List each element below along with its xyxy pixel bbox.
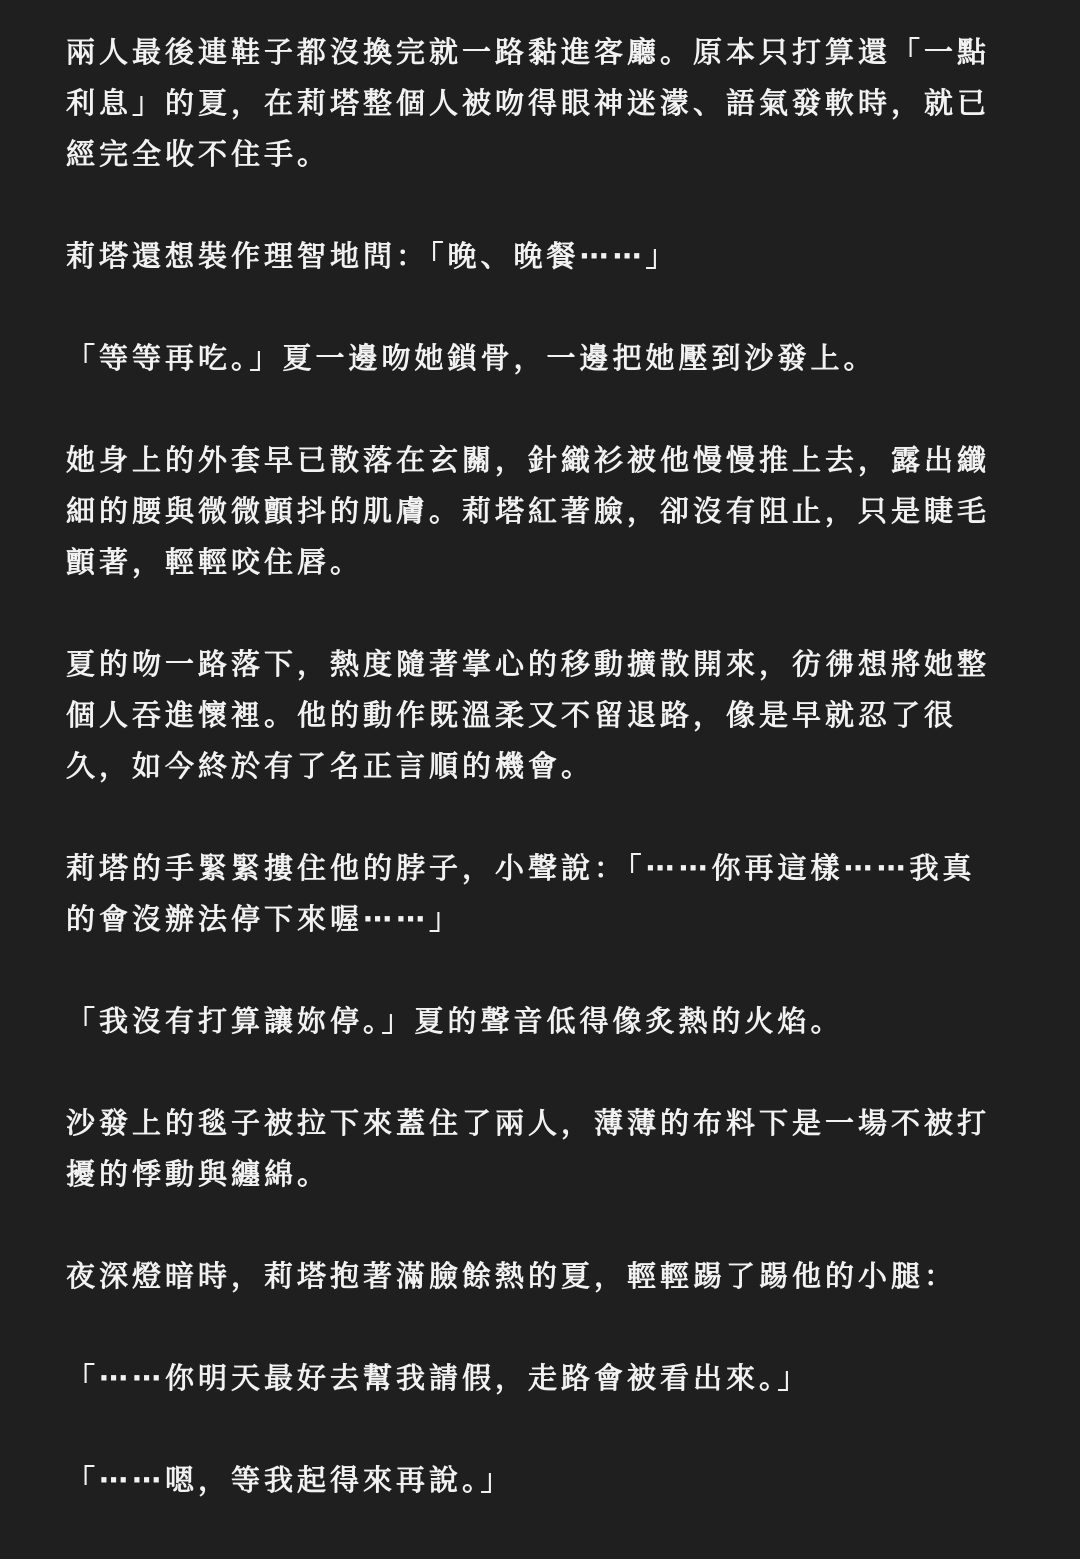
paragraph-3 <box>66 333 1018 384</box>
text-line: 沙發上的毯子被拉下來蓋住了兩人，薄薄的布料下是一場不被打 <box>66 1106 991 1140</box>
text-line: 經完全收不住手。 <box>66 137 331 171</box>
paragraph-11 <box>66 1455 1018 1506</box>
text-line: 「⋯⋯你明天最好去幫我請假，走路會被看出來。」 <box>66 1361 811 1395</box>
text-line: 「等等再吃。」夏一邊吻她鎖骨，一邊把她壓到沙發上。 <box>66 341 877 375</box>
text-line: 久，如今終於有了名正言順的機會。 <box>66 749 595 783</box>
paragraph-2 <box>66 231 1018 282</box>
paragraph-9 <box>66 1251 1018 1302</box>
paragraph-5 <box>66 639 1018 792</box>
text-line: 「我沒有打算讓妳停。」夏的聲音低得像炙熱的火焰。 <box>66 1004 844 1038</box>
paragraph-1 <box>66 27 1018 180</box>
paragraph-8 <box>66 1098 1018 1200</box>
paragraph-6 <box>66 843 1018 945</box>
text-line: 她身上的外套早已散落在玄關，針織衫被他慢慢推上去，露出纖 <box>66 443 991 477</box>
text-line: 個人吞進懷裡。他的動作既溫柔又不留退路，像是早就忍了很 <box>66 698 958 732</box>
paragraph-7 <box>66 996 1018 1047</box>
text-line: 擾的悸動與纏綿。 <box>66 1157 331 1191</box>
paragraph-10 <box>66 1353 1018 1404</box>
text-line: 莉塔還想裝作理智地問：「晚、晚餐⋯⋯」 <box>66 239 679 273</box>
text-line: 夏的吻一路落下，熱度隨著掌心的移動擴散開來，彷彿想將她整 <box>66 647 991 681</box>
paragraph-4 <box>66 435 1018 588</box>
text-line: 細的腰與微微顫抖的肌膚。莉塔紅著臉，卻沒有阻止，只是睫毛 <box>66 494 991 528</box>
text-line: 的會沒辦法停下來喔⋯⋯」 <box>66 902 463 936</box>
text-line: 兩人最後連鞋子都沒換完就一路黏進客廳。原本只打算還「一點 <box>66 35 991 69</box>
text-line: 夜深燈暗時，莉塔抱著滿臉餘熱的夏，輕輕踢了踢他的小腿： <box>66 1259 958 1293</box>
story-text <box>66 27 1018 1506</box>
text-line: 利息」的夏，在莉塔整個人被吻得眼神迷濛、語氣發軟時，就已 <box>66 86 991 120</box>
text-line: 「⋯⋯嗯，等我起得來再說。」 <box>66 1463 514 1497</box>
text-line: 顫著，輕輕咬住唇。 <box>66 545 364 579</box>
text-line: 莉塔的手緊緊摟住他的脖子，小聲說：「⋯⋯你再這樣⋯⋯我真 <box>66 851 976 885</box>
